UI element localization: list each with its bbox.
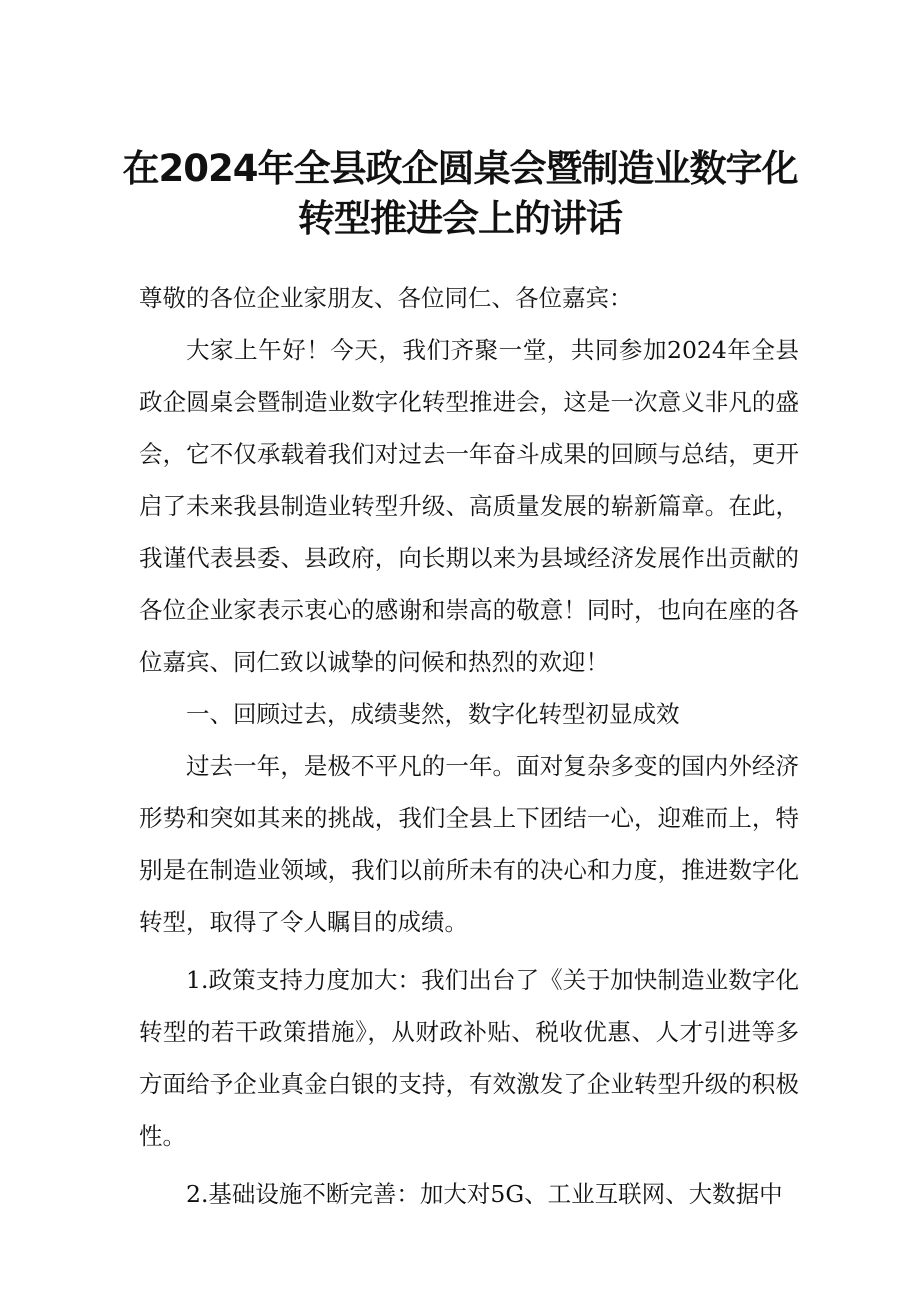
- paragraph-review: 过去一年，是极不平凡的一年。面对复杂多变的国内外经济形势和突如其来的挑战，我们全县上下团结一心，迎难而上，特别是在制造业领域，我们以前所未有的决心和力度，推进数字化转型，取得了令人瞩目的成绩。: [139, 752, 799, 936]
- salutation: 尊敬的各位企业家朋友、各位同仁、各位嘉宾：: [139, 284, 633, 312]
- document-title-line-2: 转型推进会上的讲话: [298, 197, 622, 240]
- document-title-line-1: 在2024年全县政企圆桌会暨制造业数字化: [122, 147, 798, 190]
- paragraph-greeting: 大家上午好！今天，我们齐聚一堂，共同参加2024年全县政企圆桌会暨制造业数字化转型推进会，这是一次意义非凡的盛会，它不仅承载着我们对过去一年奋斗成果的回顾与总结，更开启了未来我县制造业转型升级、高质量发展的崭新篇章。在此，我谨代表县委、县政府，向长期以来为县域经济发展作出贡献的各位企业家表示衷心的感谢和崇高的敬意！同时，也向在座的各位嘉宾、同仁致以诚挚的问候和热烈的欢迎！: [139, 336, 799, 676]
- list-item-1: 1.政策支持力度加大：我们出台了《关于加快制造业数字化转型的若干政策措施》，从财政补贴、税收优惠、人才引进等多方面给予企业真金白银的支持，有效激发了企业转型升级的积极性。: [139, 966, 799, 1150]
- section-heading-1: 一、回顾过去，成绩斐然，数字化转型初显成效: [186, 700, 680, 728]
- list-item-2: 2.基础设施不断完善：加大对5G、工业互联网、大数据中: [186, 1180, 783, 1208]
- document-body: [139, 272, 799, 1220]
